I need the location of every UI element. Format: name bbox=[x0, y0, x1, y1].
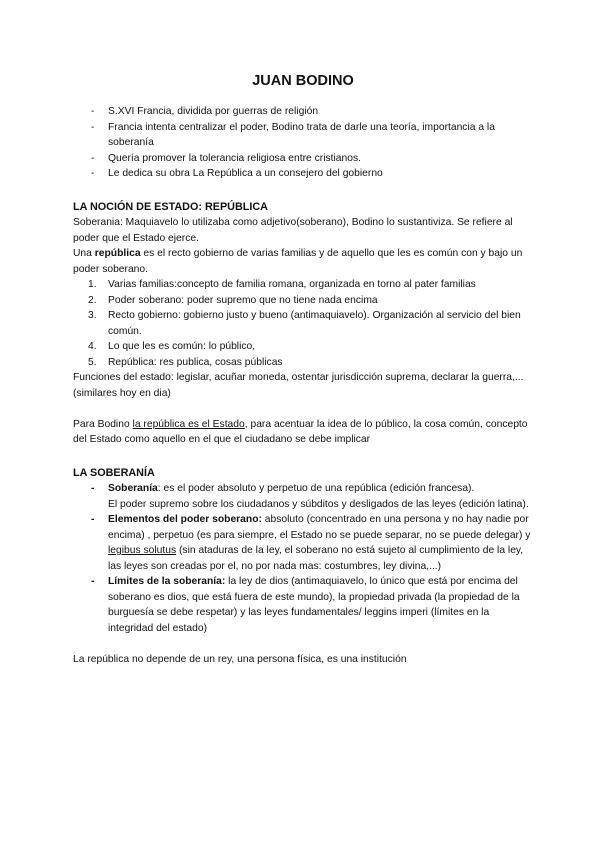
bullet-text: absoluto (concentrado en una persona y no hay nadie por encima) , perpetuo (es para siempre, el Estado no se puede separar, no se puede delegar) y bbox=[108, 514, 531, 541]
numbered-item bbox=[73, 277, 533, 293]
republica-numbered-list bbox=[73, 277, 533, 370]
bullet-text: (sin ataduras de la ley, el soberano no está sujeto al cumplimiento de la ley, las leyes son creadas por el, no por nada mas: costumbres, ley divina,...) bbox=[108, 545, 524, 572]
bullet-bold-term: Soberanía bbox=[108, 483, 158, 494]
item-text: Recto gobierno: gobierno justo y bueno (antimaquiavelo). Organización al servicio del bien común. bbox=[108, 310, 521, 337]
item-text: República: res publica, cosas públicas bbox=[108, 356, 283, 368]
republica-bold-term: república bbox=[94, 248, 141, 259]
item-number: 4. bbox=[88, 341, 97, 352]
closing-paragraph: La república no depende de un rey, una persona física, es una institución bbox=[73, 653, 407, 665]
numbered-item bbox=[73, 339, 533, 355]
numbered-item bbox=[73, 308, 533, 339]
item-text: Poder soberano: poder supremo que no tiene nada encima bbox=[108, 294, 378, 306]
para-underlined: la república es el Estado bbox=[132, 418, 245, 430]
republica-pre: Una bbox=[73, 248, 95, 259]
intro-bullet-list bbox=[73, 104, 533, 182]
para-bodino-paragraph bbox=[73, 417, 533, 448]
section-heading-republica: LA NOCIÓN DE ESTADO: REPÚBLICA bbox=[73, 200, 268, 213]
soberania-bullet bbox=[73, 512, 533, 574]
bullet-text: : es el poder absoluto y perpetuo de una república (edición francesa). bbox=[157, 483, 475, 494]
item-number: 1. bbox=[88, 279, 97, 290]
bullet-underlined: legibus solutus bbox=[108, 545, 177, 556]
item-number: 2. bbox=[88, 294, 97, 306]
item-number: 3. bbox=[88, 310, 97, 321]
bullet-text: El poder supremo sobre los ciudadanos y súbditos y desligados de las leyes (edición latina). bbox=[108, 498, 529, 510]
item-number: 5. bbox=[88, 356, 97, 368]
bullet-text: la ley de dios (antimaquiavelo, lo único que está por encima del soberano es dios, que está fuera de este mundo), la propiedad privada (la propiedad de la burguesía se debe respetar) y las leyes fundamentales/ leggins imperi (límites en la integridad del estado) bbox=[108, 576, 520, 634]
funciones-paragraph: Funciones del estado: legislar, acuñar moneda, ostentar jurisdicción suprema, declarar la guerra,... (similares hoy en dia) bbox=[73, 372, 524, 399]
republica-definition bbox=[73, 246, 533, 277]
soberania-paragraph: Soberania: Maquiavelo lo utilizaba como adjetivo(soberano), Bodino lo sustantiviza. Se refiere al poder que el Estado ejerce. bbox=[73, 217, 513, 244]
para-pre: Para Bodino bbox=[73, 418, 133, 430]
item-text: Varias familias:concepto de familia romana, organizada en torno al pater familias bbox=[108, 279, 476, 290]
intro-bullet: - Quería promover la tolerancia religiosa entre cristianos. bbox=[73, 151, 533, 167]
bullet-bold-term: Elementos del poder soberano: bbox=[108, 514, 262, 525]
intro-bullet: - S.XVI Francia, dividida por guerras de religión bbox=[73, 104, 533, 120]
republica-post: es el recto gobierno de varias familias y de aquello que les es común con y bajo un poder soberano. bbox=[73, 248, 523, 275]
spacer bbox=[73, 401, 533, 417]
document-page bbox=[73, 72, 533, 667]
numbered-item bbox=[73, 355, 533, 371]
soberania-bullet bbox=[73, 481, 533, 512]
bullet-bold-term: Límites de la soberanía: bbox=[108, 576, 226, 587]
item-text: Lo que les es común: lo público, bbox=[108, 341, 256, 352]
soberania-bullet-list bbox=[73, 481, 533, 636]
document-title: JUAN BODINO bbox=[252, 73, 354, 89]
numbered-item bbox=[73, 293, 533, 309]
spacer bbox=[73, 636, 533, 652]
intro-bullet: - Francia intenta centralizar el poder, Bodino trata de darle una teoría, importancia a la soberanía bbox=[73, 120, 533, 151]
intro-bullet: - Le dedica su obra La República a un consejero del gobierno bbox=[73, 166, 533, 182]
soberania-bullet bbox=[73, 574, 533, 636]
section-heading-soberania: LA SOBERANÍA bbox=[73, 466, 155, 479]
para-post: , para acentuar la idea de lo público, la cosa común, concepto del Estado como aquello en el que el ciudadano se debe implicar bbox=[73, 418, 528, 445]
